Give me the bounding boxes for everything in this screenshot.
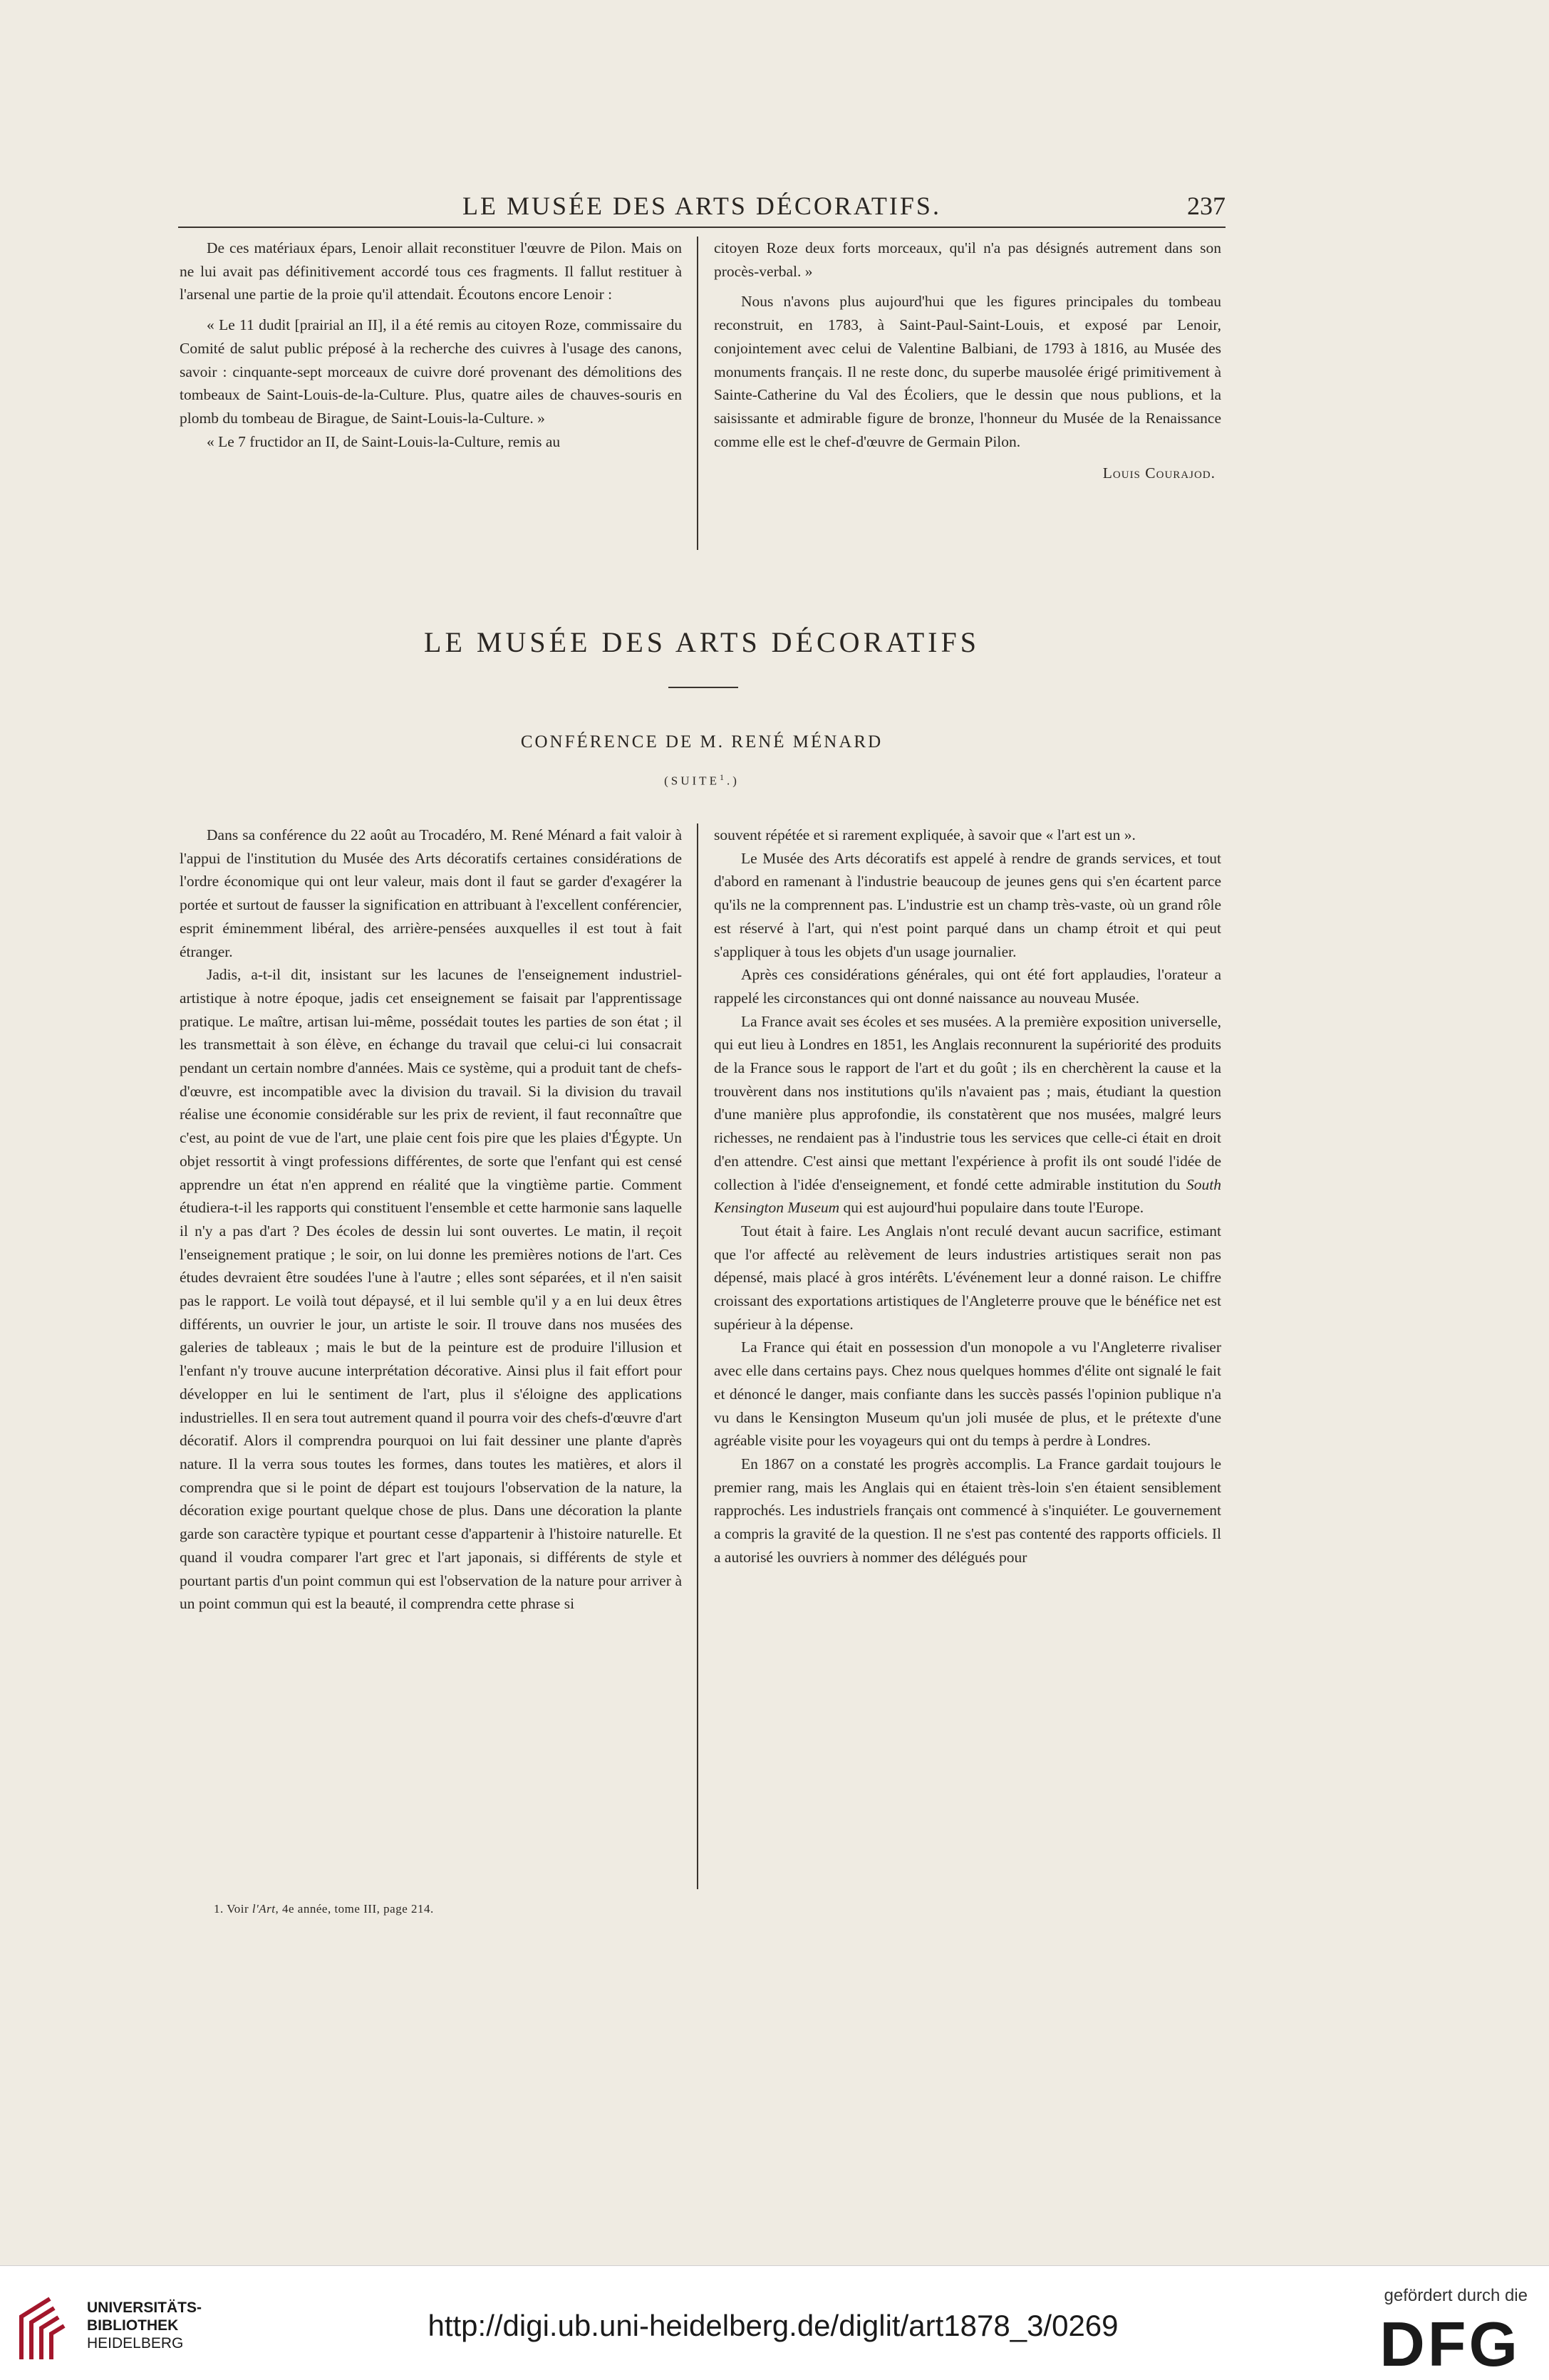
paragraph: Après ces considérations générales, qui ont été fort applaudies, l'orateur a rappelé les circonstances qui ont donné naissance au nouveau Musée. [714,966,1221,1007]
running-title: LE MUSÉE DES ARTS DÉCORATIFS. [462,192,941,220]
paragraph: Nous n'avons plus aujourd'hui que les figures principales du tombeau reconstruit, en 1783, à Saint-Paul-Saint-Louis, et exposé par Lenoir, conjointement avec celui de Valentine Balbiani, de 1793 à 1816, au Musée des monuments français. Il ne reste donc, du superbe mausolée érigé primitivement à Sainte-Catherine du Val des Écoliers, que le dessin que nous publions, et la saisissante et admirable figure de bronze, l'honneur du Musée de la Renaissance comme elle est le chef-d'œuvre de Germain Pilon. [714,293,1221,450]
continuation-note: (SUITE$^1$.) [664,772,740,788]
previous-article-left-column [180,237,682,550]
article-right-column [714,823,1221,1889]
paragraph: Dans sa conférence du 22 août au Trocadéro, M. René Ménard a fait valoir à l'appui de l'institution du Musée des Arts décoratifs certaines considérations de l'ordre économique qui ont leur valeur, mais dont il faut se garder d'exagérer la portée et surtout de fausser la signification en attribuant à l'excellent conférencier, esprit éminemment libéral, des arrière-pensées auxquelles il est tout à fait étranger. [180,826,682,960]
paragraph: Tout était à faire. Les Anglais n'ont reculé devant aucun sacrifice, estimant que l'or affecté au relèvement de leurs industries artistiques serait non pas dépensé, mais placé à gros intérêts. L'événement leur a donné raison. Le chiffre croissant des exportations artistiques de l'Angleterre prouve que le bénéfice net est supérieur à la dépense. [714,1222,1221,1333]
article-title: LE MUSÉE DES ARTS DÉCORATIFS [424,626,980,658]
paragraph: Jadis, a-t-il dit, insistant sur les lacunes de l'enseignement industriel-artistique à notre époque, jadis cet enseignement se faisait par l'apprentissage pratique. Le maître, artisan lui-même, possédait toutes les parties de son état ; il les transmettait à son élève, en échange du travail que celui-ci lui consacrait pendant un certain nombre d'années. Mais ce système, qui a produit tant de chefs-d'œuvre, est incompatible avec la division du travail. Si la division du travail réalise une économie considérable sur les prix de revient, il faut reconnaître que c'est, au point de vue de l'art, une plaie cent fois pire que les plaies d'Égypte. Un objet ressortit à vingt professions différentes, de sorte que l'enfant qui est censé apprendre un état n'en apprend en réalité que la vingtième partie. Comment étudiera-t-il les rapports qui constituent l'ensemble et cette harmonie sans laquelle il n'y a pas d'art ? Des écoles de dessin lui sont ouvertes. Le matin, il reçoit l'enseignement pratique ; le soir, on lui donne les premières notions de l'art. Ces études devraient être soudées l'une à l'autre ; elles sont séparées, et il n'en saisit pas le rapport. Le voilà tout dépaysé, et il lui semble qu'il y a en lui deux êtres différents, un ouvrier le jour, un artiste le soir. Il trouve dans nos musées des galeries de tableaux ; mais le but de la peinture est de produire l'illusion et l'enfant n'y trouve aucune interprétation décorative. Ainsi plus il fait effort pour développer en lui le sentiment de l'art, plus il s'éloigne des applications industrielles. Il en sera tout autrement quand il pourra voir des chefs-d'œuvre d'art décoratif. Alors il comprendra pourquoi on lui fait dessiner une plante d'après nature. Il la verra sous toutes les formes, dans toutes les matières, et alors il comprendra que si le point de départ est toujours l'observation de la nature, la décoration exige pourtant quelque chose de plus. Dans une décoration la plante garde son caractère typique et pourtant cesse d'appartenir à l'histoire naturelle. Et quand il voudra comparer l'art grec et l'art japonais, si différents de style et pourtant partis d'un point commun qui est l'observation de la nature pour arriver à un point commun qui est la beauté, il comprendra cette phrase si [180,966,682,1613]
paragraph: La France qui était en possession d'un monopole a vu l'Angleterre rivaliser avec elle dans certains pays. Chez nous quelques hommes d'élite ont signalé le fait et dénoncé le danger, mais confiante dans les succès passés l'opinion publique n'a vu dans le Kensington Museum qu'un joli musée de plus, et le prétexte d'une agréable visite pour les voyageurs qui ont du temps à perdre à Londres. [714,1339,1221,1450]
university-library-logo-icon[interactable] [14,2292,80,2363]
previous-article-right-column [714,237,1221,550]
column-divider [697,823,698,1889]
paragraph: En 1867 on a constaté les progrès accomplis. La France gardait toujours le premier rang, mais les Anglais qui en étaient très-loin s'en étaient sensiblement rapprochés. Les industriels français ont commencé à s'inquiéter. Le gouvernement a compris la gravité de la question. Il ne s'est pas contenté des rapports officiels. Il a autorisé les ouvriers à nommer des délégués pour [714,1455,1221,1566]
paragraph: Le Musée des Arts décoratifs est appelé à rendre de grands services, et tout d'abord en ramenant à l'industrie beaucoup de jeunes gens qui s'en écartent parce qu'ils ne la comprennent pas. L'industrie est un champ très-vaste, où un grand rôle est réservé à l'art, qui n'est point parqué dans un champ étroit et qui peut s'appliquer à tous les objets d'un usage journalier. [714,849,1221,960]
footnote: 1. Voir l'Art, 4e année, tome III, page 214. [214,1902,434,1916]
paragraph: souvent répétée et si rarement expliquée, à savoir que « l'art est un ». [714,826,1136,843]
article-left-column [180,823,682,1889]
paragraph: « Le 11 dudit [prairial an II], il a été remis au citoyen Roze, commissaire du Comité de salut public préposé à la recherche des cuivres à l'usage des canons, savoir : cinquante-sept morceaux de cuivre doré provenant des démolitions des tombeaux de Saint-Louis-de-la-Culture. Plus, quatre ailes de chauves-souris en plomb du tombeau de Birague, de Saint-Louis-la-Culture. » [180,316,682,427]
dfg-logo[interactable]: DFG [1379,2309,1520,2379]
funded-by-label: gefördert durch die [1384,2286,1528,2305]
permalink-url[interactable]: http://digi.ub.uni-heidelberg.de/diglit/art1878_3/0269 [428,2309,1119,2342]
paragraph: De ces matériaux épars, Lenoir allait reconstituer l'œuvre de Pilon. Mais on ne lui avait pas définitivement accordé tous ces fragments. Il fallut restituer à l'arsenal une partie de la proie qu'il attendait. Écoutons encore Lenoir : [180,239,682,303]
paragraph: La France avait ses écoles et ses musées. A la première exposition universelle, qui eut lieu à Londres en 1851, les Anglais reconnurent la supériorité des produits de la France sous le rapport de l'art et du goût ; ils en cherchèrent la cause et la trouvèrent dans nos institutions qu'ils n'avaient pas ; mais, étudiant la question d'une manière plus approfondie, ils constatèrent que nos musées, malgré leurs richesses, ne rendaient pas à l'industrie tous les services que celle-ci était en droit d'en attendre. C'est ainsi que mettant l'expérience à profit ils ont soudé l'idée de collection à l'idée d'enseignement, et fondé cette admirable institution du South Kensington Museum qui est aujourd'hui populaire dans toute l'Europe. [714,1012,1221,1217]
footnote-ref[interactable]: 1 [719,772,727,782]
paragraph: « Le 7 fructidor an II, de Saint-Louis-la-Culture, remis au [207,432,561,450]
column-divider [697,237,698,550]
library-name[interactable]: UNIVERSITÄTS- BIBLIOTHEK HEIDELBERG [87,2300,202,2352]
page-number: 237 [1187,192,1226,220]
viewer-footer [0,2265,1549,2380]
author-signature: Louis Courajod. [1102,464,1216,482]
header-rule [178,227,1226,228]
museum-name: South Kensington Museum [714,1175,1221,1217]
article-subtitle: CONFÉRENCE DE M. RENÉ MÉNARD [520,732,884,752]
paragraph: citoyen Roze deux forts morceaux, qu'il n'a pas désignés autrement dans son procès-verbal. » [714,239,1221,280]
title-rule [668,687,738,688]
